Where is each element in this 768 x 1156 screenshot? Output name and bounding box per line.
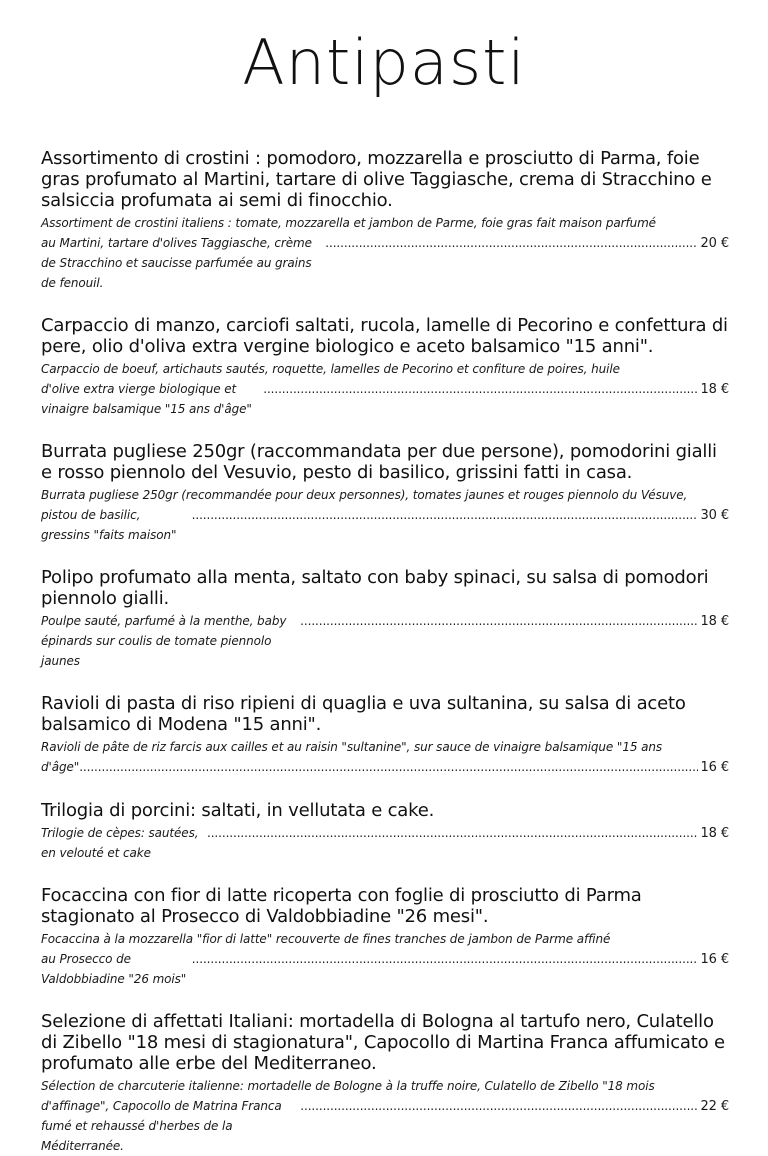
description-line-last: au Martini, tartare d'olives Taggiasche, crème de Stracchino et saucisse parfumée au grains de fenouil. — [41, 236, 312, 290]
description-line-last: d'âge" — [41, 760, 80, 774]
item-name-italian: Focaccina con fior di latte ricoperta con foglie di prosciutto di Parma stagionato al Prosecco di Valdobbiadine "26 mesi". — [41, 885, 642, 927]
description-line-last: d'affinage", Capocollo de Matrina Franca fumé et rehaussé d'herbes de la Méditerranée. — [41, 1099, 282, 1153]
description-line: Focaccina à la mozzarella "fior di latte" recouverte de fines tranches de jambon de Parme affiné — [41, 932, 611, 946]
item-description-french — [41, 213, 729, 293]
menu-item — [41, 567, 729, 671]
dot-leader — [263, 379, 698, 399]
dot-leader — [300, 611, 698, 631]
menu-item — [41, 693, 729, 778]
item-name-italian: Ravioli di pasta di riso ripieni di quaglia e uva sultanina, su salsa di aceto balsamico di Modena "15 anni". — [41, 693, 686, 735]
dot-leader — [192, 949, 699, 969]
description-line: Assortiment de crostini italiens : tomate, mozzarella et jambon de Parme, foie gras fait maison parfumé — [41, 216, 656, 230]
dot-leader — [192, 505, 699, 525]
menu-item — [41, 148, 729, 293]
item-name-italian: Assortimento di crostini : pomodoro, mozzarella e prosciutto di Parma, foie gras profumato al Martini, tartare di olive Taggiasche, crema di Stracchino e salsiccia profumata ai semi di finocchio. — [41, 148, 712, 211]
page-title: Antipasti — [242, 26, 526, 99]
description-line: Burrata pugliese 250gr (recommandée pour deux personnes), tomates jaunes et rouges piennolo du Vésuve, — [41, 488, 688, 502]
item-price: 30 € — [700, 508, 729, 523]
menu-item — [41, 1011, 729, 1156]
item-description-french — [41, 1076, 729, 1156]
item-name-italian: Trilogia di porcini: saltati, in vellutata e cake. — [41, 800, 435, 821]
menu-list — [41, 148, 729, 1156]
description-line: Carpaccio de boeuf, artichauts sautés, roquette, lamelles de Pecorino et confiture de poires, huile — [41, 362, 620, 376]
item-description-french — [41, 611, 729, 671]
description-line: Sélection de charcuterie italienne: mortadelle de Bologne à la truffe noire, Culatello de Zibello "18 mois — [41, 1079, 655, 1093]
item-description-french — [41, 737, 729, 778]
description-line-last: Trilogie de cèpes: sautées, en velouté et cake — [41, 826, 199, 860]
menu-item — [41, 885, 729, 989]
menu-item — [41, 800, 729, 863]
description-line: Ravioli de pâte de riz farcis aux cailles et au raisin "sultanine", sur sauce de vinaigre balsamique "15 ans — [41, 740, 663, 754]
dot-leader — [300, 1096, 698, 1116]
item-name-italian: Burrata pugliese 250gr (raccommandata per due persone), pomodorini gialli e rosso piennolo del Vesuvio, pesto di basilico, grissini fatti in casa. — [41, 441, 717, 483]
item-description-french — [41, 359, 729, 419]
item-description-french — [41, 929, 729, 989]
dot-leader — [325, 233, 698, 253]
dot-leader — [79, 757, 698, 777]
item-name-italian: Carpaccio di manzo, carciofi saltati, rucola, lamelle di Pecorino e confettura di pere, olio d'oliva extra vergine biologico e aceto balsamico "15 anni". — [41, 315, 728, 357]
description-line-last: pistou de basilic, gressins "faits maison" — [41, 508, 177, 542]
menu-item — [41, 315, 729, 419]
item-price: 18 € — [700, 382, 729, 397]
description-line-last: d'olive extra vierge biologique et vinaigre balsamique "15 ans d'âge" — [41, 382, 252, 416]
item-name-italian: Polipo profumato alla menta, saltato con baby spinaci, su salsa di pomodori piennolo gialli. — [41, 567, 709, 609]
item-price: 16 € — [700, 760, 729, 775]
item-price: 18 € — [700, 614, 729, 629]
item-price: 18 € — [700, 826, 729, 841]
description-line-last: Poulpe sauté, parfumé à la menthe, baby épinards sur coulis de tomate piennolo jaunes — [41, 614, 287, 668]
description-line-last: au Prosecco de Valdobbiadine "26 mois" — [41, 952, 187, 986]
item-price: 20 € — [700, 236, 729, 251]
item-price: 22 € — [700, 1099, 729, 1114]
item-description-french — [41, 485, 729, 545]
item-name-italian: Selezione di affettati Italiani: mortadella di Bologna al tartufo nero, Culatello di Zibello "18 mesi di stagionatura", Capocollo di Martina Franca affumicato e profumato alle erbe del Mediterraneo. — [41, 1011, 725, 1074]
menu-item — [41, 441, 729, 545]
item-price: 16 € — [700, 952, 729, 967]
dot-leader — [207, 823, 698, 843]
item-description-french — [41, 823, 729, 863]
